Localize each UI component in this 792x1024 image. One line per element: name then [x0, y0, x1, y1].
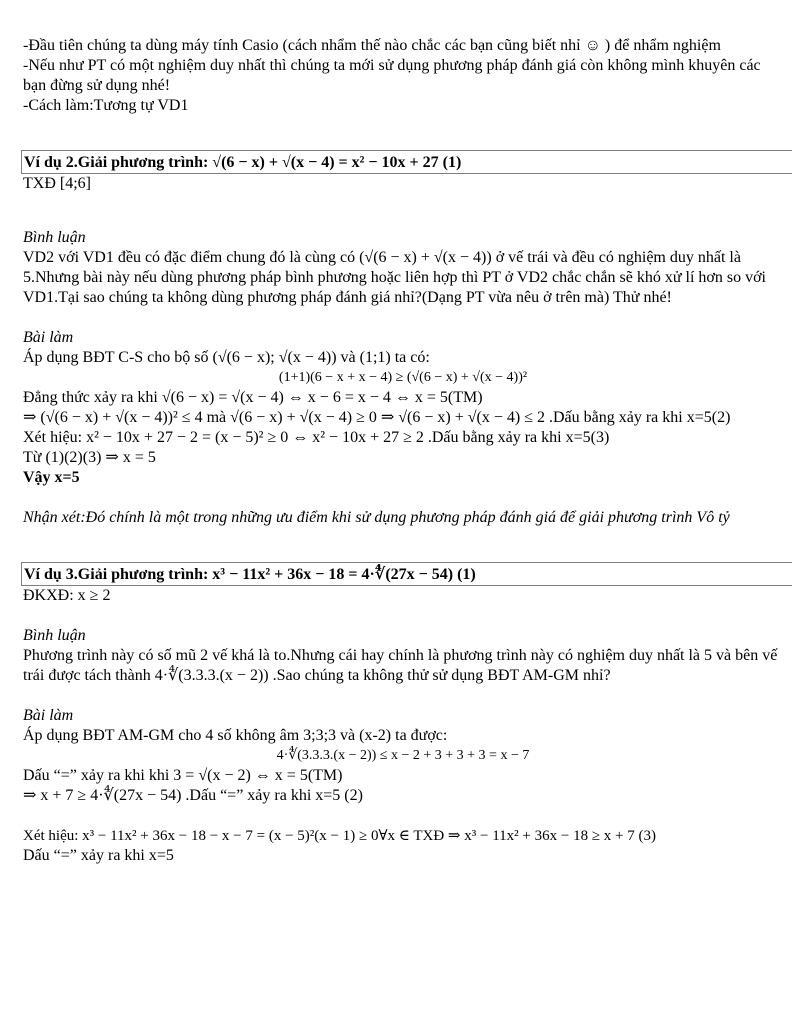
example-2-conclusion: Vậy x=5 [23, 469, 80, 486]
example-2-comment-heading: Bình luận [23, 229, 86, 246]
example-3-step-1: Áp dụng BĐT AM-GM cho 4 số không âm 3;3;3 và (x-2) ta được: [23, 727, 448, 744]
example-3-step-6: Dấu “=” xảy ra khi x=5 [23, 847, 174, 864]
example-3-step-2: 4·∜(3.3.3.(x − 2)) ≤ x − 2 + 3 + 3 + 3 = x − 7 [276, 748, 530, 763]
example-2-step-7 [23, 468, 783, 488]
example-2-remark: Nhận xét:Đó chính là một trong những ưu điểm khi sử dụng phương pháp đánh giá để giải phương trình Vô tỷ [23, 509, 730, 526]
intro-line-1: -Đầu tiên chúng ta dùng máy tính Casio (cách nhẩm thế nào chắc các bạn cũng biết nhỉ ☺ ) để nhẩm nghiệm [23, 37, 721, 54]
example-3-solution-heading: Bài làm [23, 707, 74, 724]
example-3-comment: Phương trình này có số mũ 2 vế khá là to.Nhưng cái hay chính là phương trình này có nghiệm duy nhất là 5 và bên vế trái được tách thành 4·∜(3.3.3.(x − 2)) .Sao chúng ta không thử sử dụng BĐT AM-GM nhỉ? [23, 647, 778, 684]
intro-line-2: -Nếu như PT có một nghiệm duy nhất thì chúng ta mới sử dụng phương pháp đánh giá còn không mình khuyên các bạn đừng sử dụng nhé! [23, 57, 761, 94]
example-3-step-5: Xét hiệu: x³ − 11x² + 36x − 18 − x − 7 = (x − 5)²(x − 1) ≥ 0∀x ∈ TXĐ ⇒ x³ − 11x² + 36x − 18 ≥ x + 7 (3) [23, 828, 657, 844]
example-3-domain: ĐKXĐ: x ≥ 2 [23, 587, 111, 604]
example-2-step-5: Xét hiệu: x² − 10x + 27 − 2 = (x − 5)² ≥ 0 ⇔ x² − 10x + 27 ≥ 2 .Dấu bằng xảy ra khi x=5(3) [23, 429, 610, 446]
example-2-title-box [21, 150, 792, 174]
example-2-step-2: (1+1)(6 − x + x − 4) ≥ (√(6 − x) + √(x − 4))² [278, 370, 528, 385]
example-3-step-4: ⇒ x + 7 ≥ 4·∜(27x − 54) .Dấu “=” xảy ra khi x=5 (2) [23, 787, 363, 804]
example-3-comment-heading: Bình luận [23, 627, 86, 644]
example-2-comment: VD2 với VD1 đều có đặc điểm chung đó là cùng có (√(6 − x) + √(x − 4)) ở vế trái và đều có nghiệm duy nhất là 5.Nhưng bài này nếu dùng phương pháp bình phương hoặc liên hợp thì PT ở VD2 chắc chắn sẽ khó xử lí hơn so với VD1.Tại sao chúng ta không dùng phương pháp đánh giá nhỉ?(Dạng PT vừa nêu ở trên mà) Thử nhé! [23, 249, 766, 306]
example-2-title: Ví dụ 2.Giải phương trình: √(6 − x) + √(x − 4) = x² − 10x + 27 (1) [24, 154, 462, 171]
example-3-title: Ví dụ 3.Giải phương trình: x³ − 11x² + 36x − 18 = 4·∜(27x − 54) (1) [24, 566, 476, 583]
intro-line-3: -Cách làm:Tương tự VD1 [23, 97, 189, 114]
example-3-step-3: Dấu “=” xảy ra khi khi 3 = √(x − 2) ⇔ x = 5(TM) [23, 767, 343, 784]
example-2-domain: TXĐ [4;6] [23, 175, 91, 192]
example-2-solution-heading: Bài làm [23, 329, 74, 346]
example-2-step-1: Áp dụng BĐT C-S cho bộ số (√(6 − x); √(x − 4)) và (1;1) ta có: [23, 349, 430, 366]
example-2-step-6: Từ (1)(2)(3) ⇒ x = 5 [23, 449, 156, 466]
example-2-step-3: Đẳng thức xảy ra khi √(6 − x) = √(x − 4) ⇔ x − 6 = x − 4 ⇔ x = 5(TM) [23, 389, 483, 406]
example-3-title-box [21, 562, 792, 586]
document-page [23, 36, 783, 866]
example-2-step-4: ⇒ (√(6 − x) + √(x − 4))² ≤ 4 mà √(6 − x) + √(x − 4) ≥ 0 ⇒ √(6 − x) + √(x − 4) ≤ 2 .Dấu bằng xảy ra khi x=5(2) [23, 409, 731, 426]
